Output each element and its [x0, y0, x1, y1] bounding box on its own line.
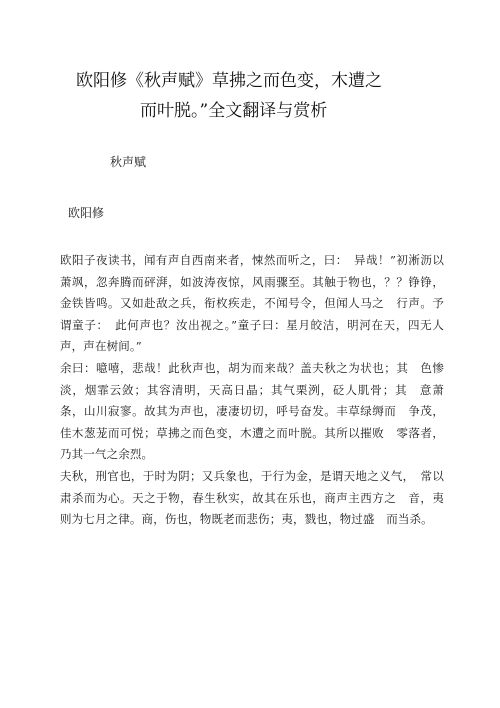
- document-title-line-2: 而叶脱。”全文翻译与赏析: [140, 101, 328, 121]
- paragraph-1: 欧阳子夜读书，闻有声自西南来者，悚然而听之，曰： 异哉！”初淅沥以萧飒，忽奔腾而砰湃，如波涛夜惊，风雨骤至。其触于物也，？？铮铮，金铁皆鸣。又如赴敌之兵，衔枚疾走，不闻号令，但闻人马之 行声。予谓童子： 此何声也？汝出视之。”童子曰：星月皎洁，明河在天，四无人声，声在树间。”: [60, 253, 444, 354]
- poem-body: [60, 250, 444, 531]
- paragraph-2: 余曰：噫嘻，悲哉！此秋声也，胡为而来哉？盖夫秋之为状也；其 色惨淡，烟霏云敛；其容清明，天高日晶；其气栗洌，砭人肌骨；其 意萧条，山川寂寥。故其为声也，凄凄切切，呼号奋发。丰草绿缛而 争茂，佳木葱茏而可悦；草拂之而色变，木遭之而叶脱。其所以摧败 零落者，乃其一气之余烈。: [60, 360, 444, 462]
- document-title-line-1: 欧阳修《秋声赋》草拂之而色变，木遭之: [76, 71, 382, 91]
- author-name: 欧阳修: [68, 206, 105, 220]
- paragraph-3: 夫秋，刑官也，于时为阴；又兵象也，于行为金，是谓天地之义气， 常以肃杀而为心。天之于物，春生秋实，故其在乐也，商声主西方之 音，夷则为七月之律。商，伤也，物既老而悲伤；夷，戮也，物过盛 而当杀。: [60, 468, 444, 527]
- poem-title: 秋声赋: [110, 155, 147, 169]
